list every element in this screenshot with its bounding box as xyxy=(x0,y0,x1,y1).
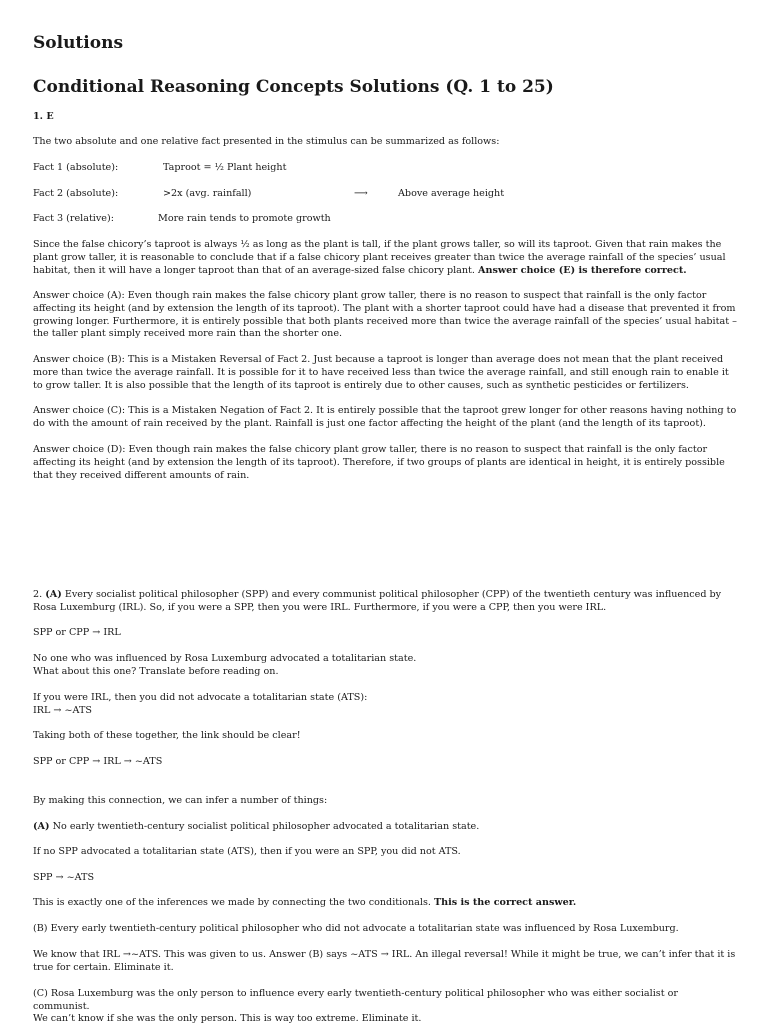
q2-link: Taking both of these together, the link should be clear! xyxy=(33,730,301,741)
q2-choice-b-explain: We know that IRL →~ATS. This was given to us. Answer (B) says ~ATS → IRL. An illegal reversal! While it might be true, we can’t infer that it is true for certain. Eliminate it. xyxy=(33,949,736,973)
implies-arrow-icon: ⟶ xyxy=(354,188,368,199)
fact-1-name: Fact 1 (absolute): xyxy=(33,162,119,173)
fact-2-result: Above average height xyxy=(398,188,505,199)
section-title: Conditional Reasoning Concepts Solutions (Q. 1 to 25) xyxy=(33,77,554,97)
q1-intro: The two absolute and one relative fact presented in the stimulus can be summarized as follows: xyxy=(33,136,500,147)
fact-3-text: More rain tends to promote growth xyxy=(158,213,331,224)
q2-correct: This is exactly one of the inferences we made by connecting the two conditionals. This is the correct answer. xyxy=(33,897,577,908)
formula-2: IRL → ~ATS xyxy=(33,705,92,716)
q2-choice-a-explain: If no SPP advocated a totalitarian state (ATS), then if you were an SPP, you did not ATS. xyxy=(33,846,461,857)
q1-choice-d: Answer choice (D): Even though rain makes the false chicory plant grow taller, there is no reason to suspect that rainfall is the only factor affecting its height (and by extension the length of its taproot). Therefore, if two groups of plants are identical in height, it is entirely possible that they received different amounts of rain. xyxy=(33,444,725,481)
q2-choice-a: (A) No early twentieth-century socialist political philosopher advocated a totalitarian state. xyxy=(33,821,480,832)
q2-inferences: By making this connection, we can infer a number of things: xyxy=(33,795,328,806)
formula-3: SPP or CPP → IRL → ~ATS xyxy=(33,756,163,767)
fact-3-name: Fact 3 (relative): xyxy=(33,213,114,224)
q1-choice-c: Answer choice (C): This is a Mistaken Negation of Fact 2. It is entirely possible that the taproot grew longer for other reasons having nothing to do with the amount of rain received by the plant. Rainfall is just one factor affecting the height of the plant (and the length of its taproot). xyxy=(33,405,737,429)
fact-1-row xyxy=(33,162,737,175)
formula-1: SPP or CPP → IRL xyxy=(33,627,121,638)
q1-choice-b: Answer choice (B): This is a Mistaken Reversal of Fact 2. Just because a taproot is longer than average does not mean that the plant received more than twice the average rainfall. It is possible for it to have received less than twice the average rainfall, and still enough rain to enable it to grow taller. It is also possible that the length of its taproot is entirely due to other causes, such as synthetic pesticides or fertilizers. xyxy=(33,354,729,391)
q2-intro: 2. (A) Every socialist political philosopher (SPP) and every communist political philosopher (CPP) of the twentieth century was influenced by Rosa Luxemburg (IRL). So, if you were a SPP, then you were IRL. Furthermore, if you were a CPP, then you were IRL. xyxy=(33,589,722,613)
fact-2-row xyxy=(33,188,737,201)
page-heading: Solutions xyxy=(33,33,124,53)
q1-explanation: Since the false chicory’s taproot is always ½ as long as the plant is tall, if the plant grows taller, so will its taproot. Given that rain makes the plant grow taller, it is reasonable to conclude that if a false chicory plant receives greater than twice the average rainfall of the species’ usual habitat, then it will have a longer taproot than that of an average-sized false chicory plant. Answer choice (E) is therefore correct. xyxy=(33,239,726,276)
q2-choice-c-explain: We can’t know if she was the only person. This is way too extreme. Eliminate it. xyxy=(33,1013,422,1024)
q1-label: 1. E xyxy=(33,111,54,122)
q2-prompt: What about this one? Translate before reading on. xyxy=(33,666,279,677)
q1-choice-a: Answer choice (A): Even though rain makes the false chicory plant grow taller, there is no reason to suspect that rainfall is the only factor affecting its height (and by extension the length of its taproot). The plant with a shorter taproot could have had a disease that prevented it from growing longer. Furthermore, it is entirely possible that both plants received more than twice the average rainfall of the species’ usual habitat – the taller plant simply received more rain than the shorter one. xyxy=(33,290,737,340)
fact-1-text: Taproot = ½ Plant height xyxy=(163,162,287,173)
q2-choice-c: (C) Rosa Luxemburg was the only person to influence every early twentieth-century political philosopher who was either socialist or communist. xyxy=(33,988,678,1012)
q2-correct-answer: This is the correct answer. xyxy=(433,897,577,908)
q2-premise-2: No one who was influenced by Rosa Luxemburg advocated a totalitarian state. xyxy=(33,653,417,664)
fact-3-row xyxy=(33,213,737,226)
q2-translation: If you were IRL, then you did not advocate a totalitarian state (ATS): xyxy=(33,692,368,703)
formula-4: SPP → ~ATS xyxy=(33,872,95,883)
q1-correct-answer: Answer choice (E) is therefore correct. xyxy=(478,264,687,276)
q2-choice-b: (B) Every early twentieth-century political philosopher who did not advocate a totalitarian state was influenced by Rosa Luxemburg. xyxy=(33,923,679,934)
q2-answer: (A) xyxy=(45,589,62,600)
fact-2-text: >2x (avg. rainfall) xyxy=(163,188,252,199)
fact-2-name: Fact 2 (absolute): xyxy=(33,188,119,199)
